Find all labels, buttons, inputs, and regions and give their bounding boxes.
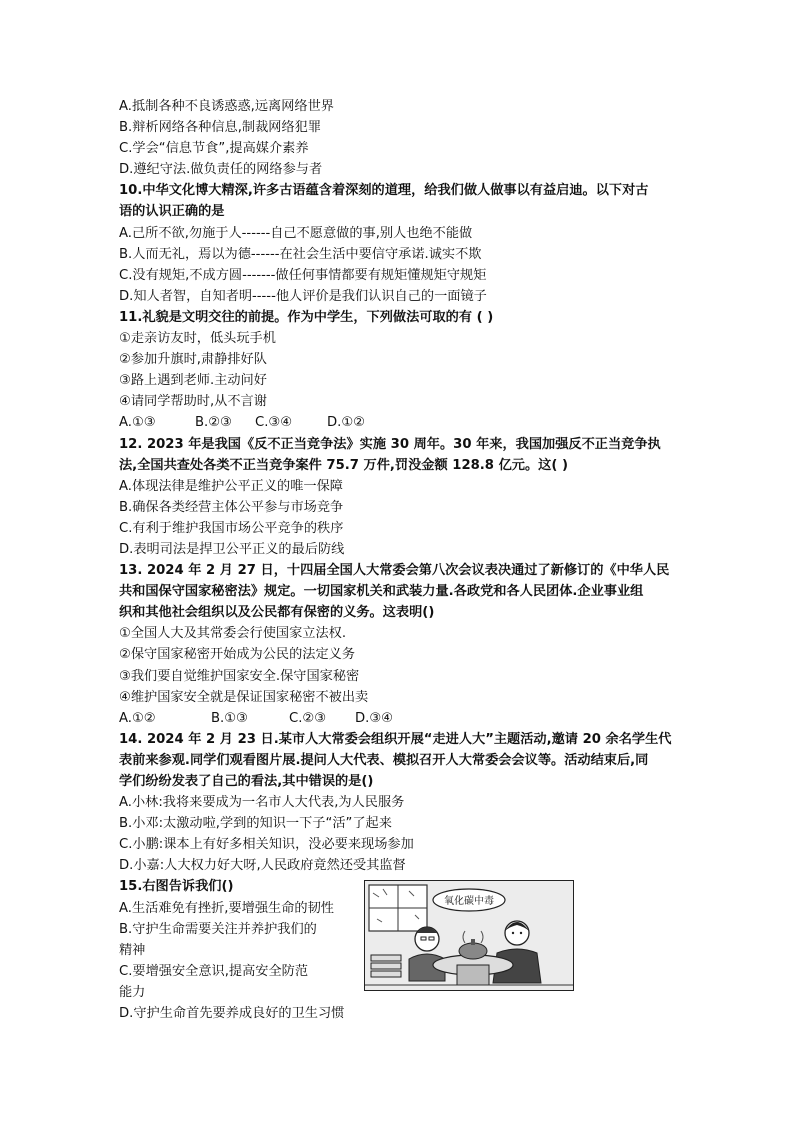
option-d: D.表明司法是捍卫公平正义的最后防线 bbox=[119, 541, 345, 557]
option-b: B.确保各类经营主体公平参与市场竞争 bbox=[119, 499, 344, 515]
question-stem: 12. 2023 年是我国《反不正当竞争法》实施 30 周年。30 年来，我国加强反不正当竞争执 bbox=[119, 436, 661, 452]
statement-4: ④请同学帮助时,从不言谢 bbox=[119, 394, 267, 410]
option-a: A.抵制各种不良诱惑惑,远离网络世界 bbox=[119, 99, 334, 114]
option-d: D.①② bbox=[327, 415, 365, 431]
question-stem: 13. 2024 年 2 月 27 日，十四届全国人大常委会第八次会议表决通过了新修订的《中华人民 bbox=[119, 563, 670, 579]
question-10 bbox=[119, 180, 689, 307]
option-a: A.体现法律是维护公平正义的唯一保障 bbox=[119, 478, 343, 494]
question-stem: 法,全国共查处各类不正当竞争案件 75.7 万件,罚没金额 128.8 亿元。这( ) bbox=[119, 457, 568, 473]
option-a: A.①② bbox=[119, 710, 156, 726]
option-c: C.②③ bbox=[289, 710, 327, 726]
question-stem: 织和其他社会组织以及公民都有保密的义务。这表明() bbox=[119, 605, 435, 621]
question-13 bbox=[119, 560, 689, 729]
question-stem: 学们纷纷发表了自己的看法,其中错误的是() bbox=[119, 774, 374, 789]
option-b: B.守护生命需要关注并养护我们的 bbox=[119, 921, 317, 937]
option-b: B.小邓:太激动啦,学到的知识一下子“活”了起来 bbox=[119, 816, 392, 832]
question-stem: 10.中华文化博大精深,许多古语蕴含着深刻的道理，给我们做人做事以有益启迪。以下对古 bbox=[119, 183, 649, 199]
question-stem: 表前来参观.同学们观看图片展.提问人大代表、模拟召开人大常委会会议等。活动结束后,同 bbox=[119, 752, 649, 768]
option-b: B.人而无礼，焉以为德------在社会生活中要信守承诺.诚实不欺 bbox=[119, 246, 482, 262]
statement-2: ②保守国家秘密开始成为公民的法定义务 bbox=[119, 647, 356, 663]
option-d: D.遵纪守法.做负责任的网络参与者 bbox=[119, 162, 323, 178]
option-b: B.②③ bbox=[195, 415, 232, 431]
option-c-continued: 能力 bbox=[119, 984, 146, 1000]
option-a: A.小林:我将来要成为一名市人大代表,为人民服务 bbox=[119, 795, 405, 811]
statement-3: ③我们要自觉维护国家安全.保守国家秘密 bbox=[119, 668, 360, 684]
option-b-continued: 精神 bbox=[119, 942, 146, 958]
cartoon-illustration bbox=[364, 880, 574, 991]
question-12 bbox=[119, 434, 689, 561]
option-d: D.守护生命首先要养成良好的卫生习惯 bbox=[119, 1006, 345, 1022]
option-c: C.要增强安全意识,提高安全防范 bbox=[119, 963, 309, 979]
statement-4: ④维护国家安全就是保证国家秘密不被出卖 bbox=[119, 689, 369, 705]
answer-options bbox=[119, 412, 689, 433]
option-a: A.生活难免有挫折,要增强生命的韧性 bbox=[119, 900, 334, 916]
statement-3: ③路上遇到老师.主动问好 bbox=[119, 373, 267, 389]
option-d: D.③④ bbox=[355, 710, 393, 726]
question-stem: 共和国保守国家秘密法》规定。一切国家机关和武装力量.各政党和各人民团体.企业事业组 bbox=[119, 584, 644, 600]
option-b: B.辩析网络各种信息,制裁网络犯罪 bbox=[119, 120, 322, 136]
option-d: D.知人者智，自知者明-----他人评价是我们认识自己的一面镜子 bbox=[119, 288, 487, 304]
question-stem: 15.右图告诉我们() bbox=[119, 879, 234, 895]
question-11 bbox=[119, 307, 689, 434]
q9-options bbox=[119, 96, 689, 180]
question-stem: 14. 2024 年 2 月 23 日.某市人大常委会组织开展“走进人大”主题活动,邀请 20 余名学生代 bbox=[119, 731, 672, 747]
option-b: B.①③ bbox=[211, 710, 248, 726]
answer-options bbox=[119, 708, 689, 729]
option-c: C.③④ bbox=[255, 415, 293, 431]
question-stem: 语的认识正确的是 bbox=[119, 204, 225, 220]
question-stem: 11.礼貌是文明交往的前提。作为中学生，下列做法可取的有 ( ) bbox=[119, 309, 494, 325]
option-c: C.小鹏:课本上有好多相关知识，没必要来现场参加 bbox=[119, 837, 414, 853]
statement-1: ①全国人大及其常委会行使国家立法权. bbox=[119, 626, 347, 642]
option-a: A.①③ bbox=[119, 415, 156, 431]
option-d: D.小嘉:人大权力好大呀,人民政府竟然还受其监督 bbox=[119, 858, 406, 874]
option-c: C.学会“信息节食”,提高媒介素养 bbox=[119, 141, 309, 157]
question-14 bbox=[119, 729, 689, 877]
option-a: A.己所不欲,勿施于人------自己不愿意做的事,别人也绝不能做 bbox=[119, 225, 473, 241]
statement-1: ①走亲访友时，低头玩手机 bbox=[119, 331, 276, 347]
option-c: C.有利于维护我国市场公平竞争的秩序 bbox=[119, 520, 344, 536]
option-c: C.没有规矩,不成方圆-------做任何事情都要有规矩懂规矩守规矩 bbox=[119, 267, 487, 283]
bubble-caption: 氧化碳中毒 bbox=[444, 896, 494, 907]
statement-2: ②参加升旗时,肃静排好队 bbox=[119, 352, 267, 368]
cartoon-drawing bbox=[365, 881, 573, 990]
